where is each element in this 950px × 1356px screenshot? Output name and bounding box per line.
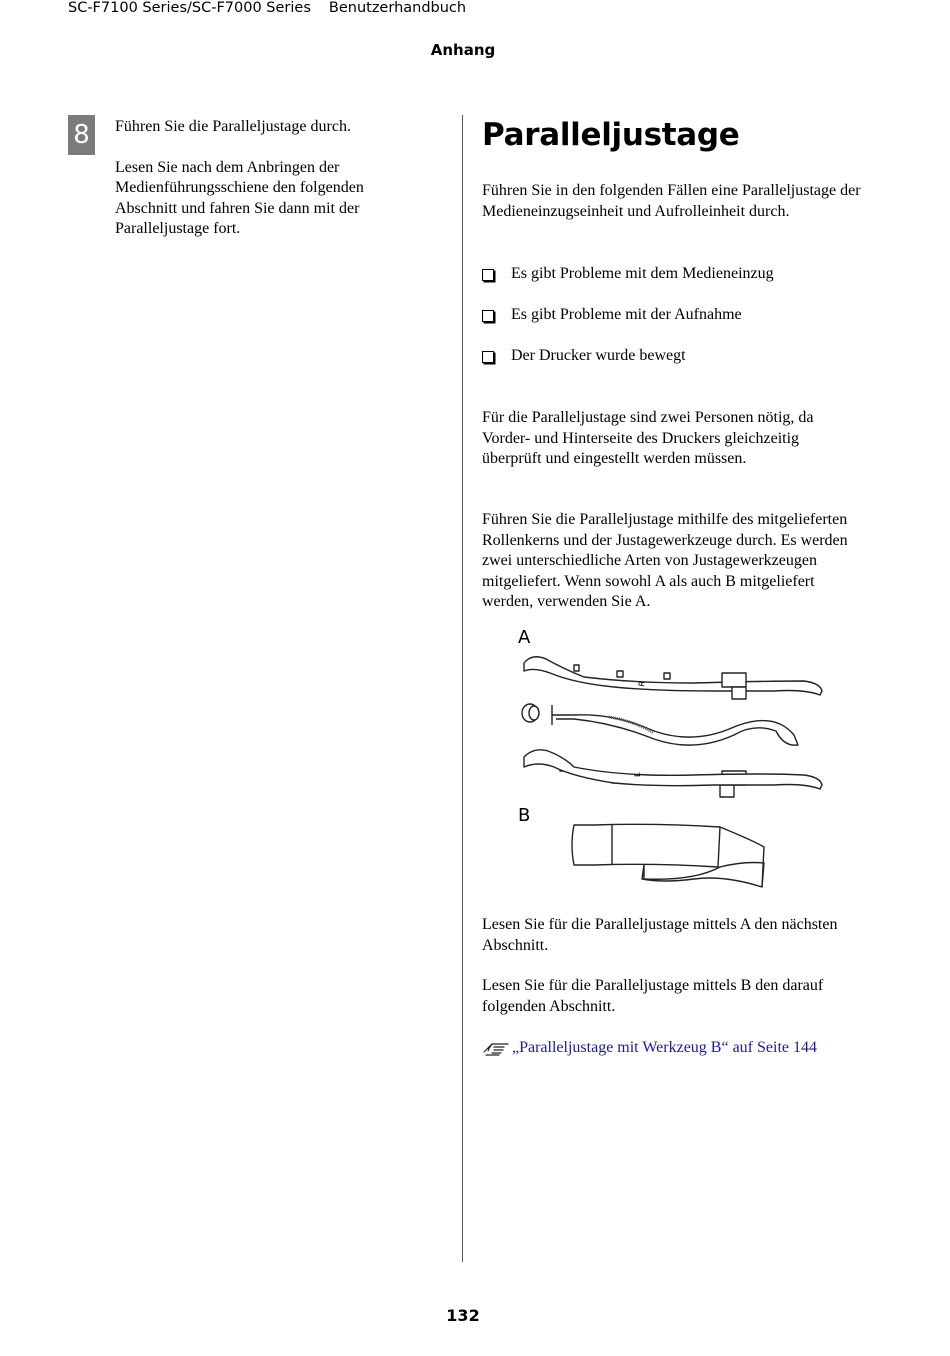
tools-figure bbox=[514, 627, 834, 897]
tool-a-r-mark: R bbox=[637, 680, 647, 688]
tool-b-band bbox=[572, 824, 720, 867]
tool-a-right-strip bbox=[524, 657, 822, 695]
tool-a-right-clip bbox=[664, 673, 670, 679]
tool-a-left-strip bbox=[524, 750, 822, 789]
tool-a-right-block bbox=[722, 673, 746, 687]
tool-a-roller-knob-inner bbox=[529, 706, 539, 720]
tool-illustration bbox=[514, 627, 834, 897]
step-instruction: Führen Sie die Paralleljustage durch. bbox=[115, 118, 351, 135]
tools-paragraph: Führen Sie die Paralleljustage mithilfe des mitgelieferten Rollenkerns und der Justagewerkzeuge durch. Es werden zwei unterschiedliche Arten von Justagewerkzeugen mitgeliefert. Wenn sowohl A als auch B mitgeliefert werden, verwenden Sie A. bbox=[482, 511, 848, 610]
tool-b-label: B bbox=[518, 805, 531, 826]
page-number: 132 bbox=[446, 1306, 480, 1325]
tool-a-right-tab bbox=[732, 687, 746, 699]
cross-reference-link[interactable]: „Paralleljustage mit Werkzeug B“ auf Seite 144 bbox=[512, 1039, 817, 1056]
tool-a-left-tab bbox=[720, 785, 734, 797]
paralleljustage-section bbox=[482, 115, 862, 1056]
section-heading: Paralleljustage bbox=[482, 117, 740, 153]
list-item-text: Es gibt Probleme mit der Aufnahme bbox=[511, 306, 742, 323]
tool-a-right-clip bbox=[574, 665, 579, 671]
checkbox-bullet-icon bbox=[482, 310, 494, 322]
pointing-hand-icon bbox=[482, 1038, 512, 1058]
step-number-badge: 8 bbox=[68, 115, 95, 155]
two-persons-paragraph: Für die Paralleljustage sind zwei Personen nötig, da Vorder- und Hinterseite des Druckers gleichzeitig überprüft und eingestellt werden müssen. bbox=[482, 409, 814, 467]
column-divider bbox=[462, 115, 463, 1262]
list-item-text: Es gibt Probleme mit dem Medieneinzug bbox=[511, 265, 774, 282]
cross-reference[interactable] bbox=[482, 1038, 817, 1059]
intro-paragraph: Führen Sie in den folgenden Fällen eine Paralleljustage der Medieneinzugseinheit und Aufrolleinheit durch. bbox=[482, 182, 861, 220]
list-item-text: Der Drucker wurde bewegt bbox=[511, 347, 686, 364]
list-item bbox=[482, 346, 862, 367]
list-item bbox=[482, 264, 862, 285]
step-content bbox=[115, 117, 415, 260]
checkbox-bullet-icon bbox=[482, 351, 494, 363]
running-header bbox=[68, 0, 466, 16]
tool-a-paragraph: Lesen Sie für die Paralleljustage mittels A den nächsten Abschnitt. bbox=[482, 916, 838, 954]
tool-b-paragraph: Lesen Sie für die Paralleljustage mittels B den darauf folgenden Abschnitt. bbox=[482, 977, 824, 1015]
section-title: Anhang bbox=[430, 41, 496, 59]
tool-a-strap bbox=[552, 705, 798, 745]
manual-name: Benutzerhandbuch bbox=[328, 0, 467, 16]
step-note: Lesen Sie nach dem Anbringen der Medienführungsschiene den folgenden Abschnitt und fahren Sie dann mit der Paralleljustage fort. bbox=[115, 158, 364, 237]
list-item bbox=[482, 305, 862, 326]
product-series: SC-F7100 Series/SC-F7000 Series bbox=[68, 0, 311, 16]
tool-a-label: A bbox=[518, 627, 531, 648]
tool-a-l-mark: L bbox=[633, 772, 642, 777]
tool-a-right-clip bbox=[617, 671, 623, 677]
checkbox-bullet-icon bbox=[482, 269, 494, 281]
